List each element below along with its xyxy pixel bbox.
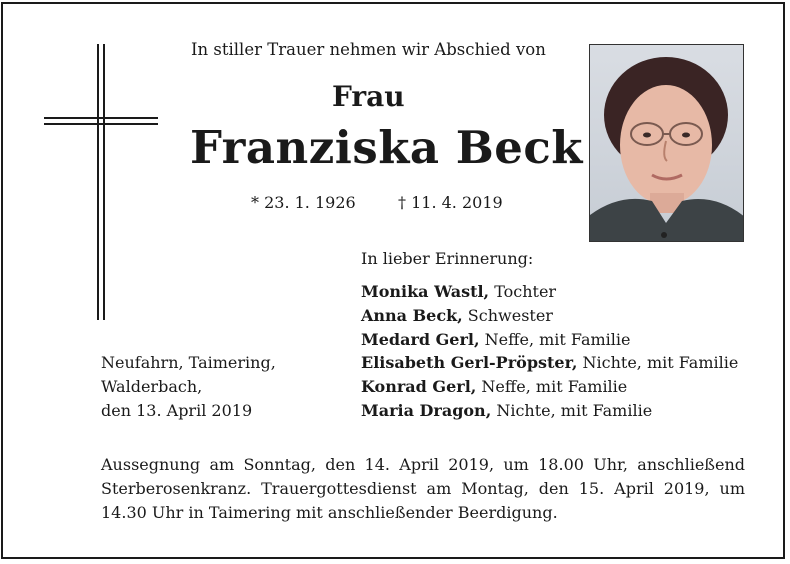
mourner-name: Konrad Gerl,: [361, 377, 477, 397]
mourner-relation: Neffe, mit Familie: [479, 329, 631, 349]
death-date: † 11. 4. 2019: [398, 193, 503, 212]
list-item: [361, 375, 738, 399]
mourner-relation: Nichte, mit Familie: [577, 353, 739, 373]
list-item: [361, 304, 738, 328]
mourner-relation: Neffe, mit Familie: [476, 377, 628, 397]
mourner-name: Medard Gerl,: [361, 329, 480, 349]
mourner-relation: Schwester: [462, 305, 553, 325]
place-line: Walderbach,: [101, 377, 203, 396]
mourner-name: Elisabeth Gerl-Pröpster,: [361, 353, 578, 373]
portrait-photo: [589, 44, 744, 242]
mourner-relation: Nichte, mit Familie: [491, 400, 653, 420]
deceased-name: Franziska Beck: [190, 121, 583, 174]
place-line: Neufahrn, Taimering,: [101, 353, 276, 372]
cross-icon: [44, 44, 158, 320]
mourner-name: Maria Dragon,: [361, 400, 492, 420]
date-line: den 13. April 2019: [101, 401, 253, 420]
list-item: [361, 399, 738, 423]
intro-text: In stiller Trauer nehmen wir Abschied von: [191, 40, 546, 59]
mourner-name: Anna Beck,: [361, 305, 463, 325]
memory-heading: In lieber Erinnerung:: [361, 249, 534, 268]
list-item: [361, 280, 738, 304]
mourner-name: Monika Wastl,: [361, 282, 490, 301]
list-item: [361, 328, 738, 352]
place-and-date: [101, 351, 276, 423]
list-item: [361, 351, 738, 375]
mourner-relation: Tochter: [489, 282, 557, 301]
mourners-list: [361, 280, 738, 423]
birth-date: * 23. 1. 1926: [251, 193, 356, 212]
ceremony-text: Aussegnung am Sonntag, den 14. April 2019, um 18.00 Uhr, anschließend Sterberosenkranz. Trauergottesdienst am Montag, den 15. April 2019, um 14.30 Uhr in Taimering mit anschließender Beerdigung.: [101, 455, 745, 522]
salutation: Frau: [332, 80, 405, 113]
